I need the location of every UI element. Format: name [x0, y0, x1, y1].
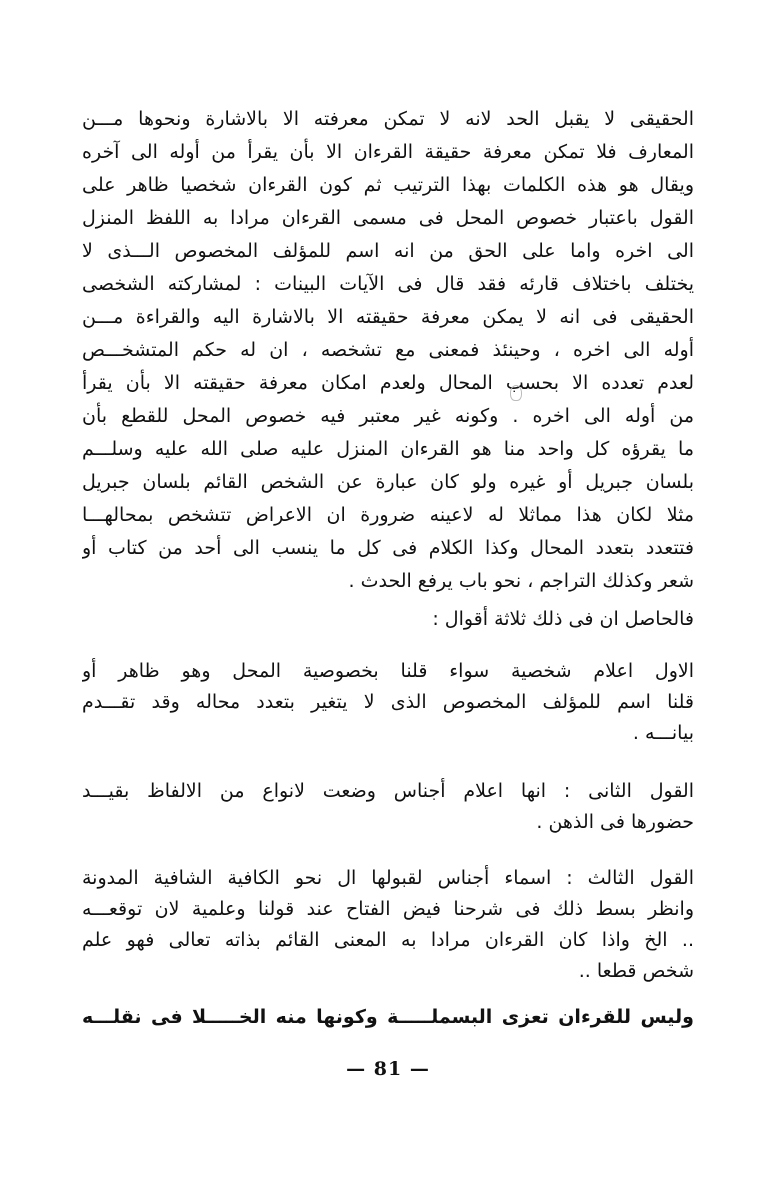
text-line: شخص قطعا ..: [578, 960, 694, 982]
text-line: وليس للقرءان تعزى البسملـــــة وكونها منه الخـــــلا فى نقلـــه: [82, 1006, 694, 1028]
text-line: ما يقرؤه كل واحد منا هو القرءان المنزل عليه صلى الله عليه وسلـــم: [82, 438, 694, 460]
text-line: فتتعدد بتعدد المحال وكذا الكلام فى كل ما ينسب الى أحد من كتاب أو: [82, 537, 694, 559]
text-line: الحقيقى لا يقبل الحد لانه لا تمكن معرفته الا بالاشارة ونحوها مـــن: [82, 108, 694, 130]
text-line: أوله الى اخره ، وحينئذ فمعنى مع تشخصه ، ان له حكم المتشخـــص: [82, 339, 694, 361]
page-number: — 81 —: [346, 1058, 430, 1080]
text-line: القول الثالث : اسماء أجناس لقبولها ال نحو الكافية الشافية المدونة: [82, 867, 694, 889]
text-line: شعر وكذلك التراجم ، نحو باب يرفع الحدث .: [348, 570, 694, 592]
text-line: بيانـــه .: [632, 722, 694, 744]
text-line: الاول اعلام شخصية سواء قلنا بخصوصية المحل وهو ظاهر أو: [82, 660, 694, 682]
text-line: بلسان جبريل أو غيره ولو كان عبارة عن الشخص القائم بلسان جبريل: [82, 471, 694, 493]
text-line: من أوله الى اخره . وكونه غير معتبر فيه خصوص المحل للقطع بأن: [82, 405, 694, 427]
paragraph-third-opinion: [82, 863, 694, 987]
text-line: الحقيقى فى انه لا يمكن معرفة حقيقته الا بالاشارة اليه والقراءة مـــن: [82, 306, 694, 328]
paragraph-first-opinion: [82, 656, 694, 749]
text-line: ويقال هو هذه الكلمات بهذا الترتيب ثم كون القرءان شخصيا ظاهر على: [82, 174, 694, 196]
text-line: وانظر بسط ذلك فى شرحنا فيض الفتاح عند قولنا وعلمية لان توقعـــه: [82, 898, 694, 920]
text-line: قلنا اسم للمؤلف المخصوص الذى لا يتغير بتعدد محاله وقد تقـــدم: [82, 691, 694, 713]
text-line: الى اخره واما على الحق من انه اسم للمؤلف المخصوص الـــذى لا: [82, 240, 694, 262]
text-line: القول باعتبار خصوص المحل فى مسمى القرءان مرادا به اللفظ المنزل: [82, 207, 694, 229]
paragraph-basmala-verse: [82, 1001, 694, 1034]
paragraph-second-opinion: [82, 776, 694, 838]
text-line: حضورها فى الذهن .: [536, 811, 694, 833]
scan-mark: [510, 385, 522, 401]
paragraph-intro: [82, 103, 694, 598]
text-line: .. الخ واذا كان القرءان مرادا به المعنى القائم بذاته تعالى فهو علم: [82, 929, 694, 951]
text-line: لعدم تعدده الا بحسب المحال ولعدم امكان معرفة حقيقته الا بأن يقرأ: [82, 372, 694, 394]
text-line: القول الثانى : انها اعلام أجناس وضعت لانواع من الالفاظ بقيـــد: [82, 780, 694, 802]
paragraph-summary: [82, 604, 694, 635]
text-line: مثلا لكان هذا مماثلا له لاعينه ضرورة ان الاعراض تتشخص بمحالهـــا: [82, 504, 694, 526]
text-line: المعارف فلا تمكن معرفة حقيقة القرءان الا بأن يقرأ من أوله الى آخره: [82, 141, 694, 163]
text-line: فالحاصل ان فى ذلك ثلاثة أقوال :: [432, 608, 694, 630]
text-line: يختلف باختلاف قارئه فقد قال فى الآيات البينات : لمشاركته الشخصى: [82, 273, 694, 295]
